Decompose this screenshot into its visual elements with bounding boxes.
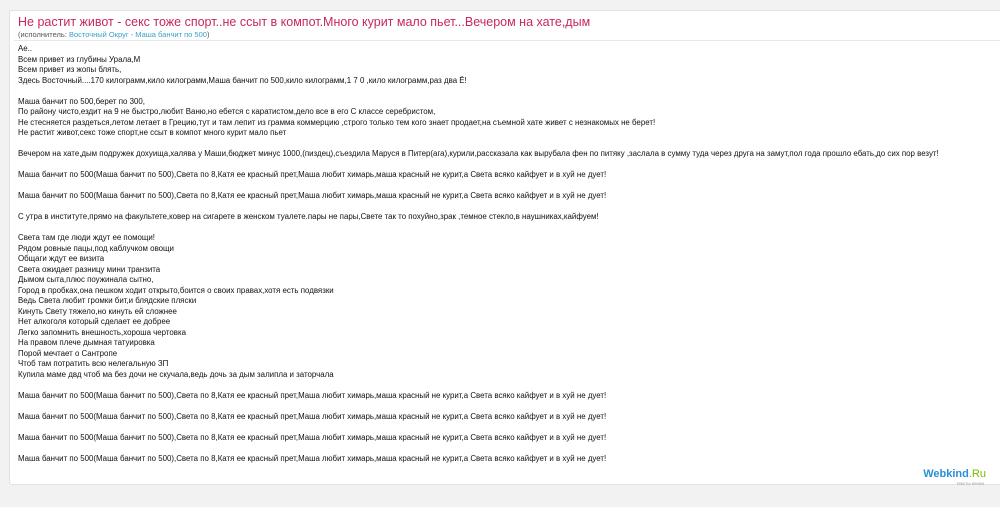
lyrics-text — [18, 44, 1000, 464]
lyrics-line: По району чисто,ездит на 9 не быстро,любит Ваню,но ебется с каратистом,дело все в его С классе серебристом, — [18, 107, 436, 116]
lyrics-line: Порой мечтает о Сантропе — [18, 348, 118, 358]
logo-main: Webkind — [923, 468, 969, 480]
lyrics-blank-line — [18, 380, 1000, 391]
lyrics-line: Рядом ровные пацы,под каблучком овощи — [18, 243, 174, 253]
lyrics-blank-line — [18, 443, 1000, 454]
song-title: Не растит живот - секс тоже спорт..не ссыт в компот.Много курит мало пьет...Вечером на хате,дым — [18, 15, 591, 29]
lyrics-line: Нет алкоголя который сделает ее добрее — [18, 317, 171, 326]
lyrics-line: Город в пробках,она пешком ходит открыто,боится о своих правах,хотя есть подвязки — [18, 285, 334, 295]
lyrics-line: Маша банчит по 500(Маша банчит по 500),Света по 8,Катя ее красный прет,Маша любит химарь,маша красный не курит,а Света всяко кайфует и в хуй не дует! — [18, 170, 607, 179]
lyrics-blank-line — [18, 422, 1000, 433]
lyrics-line: Маша банчит по 500(Маша банчит по 500),Света по 8,Катя ее красный прет,Маша любит химарь,маша красный не курит,а Света всяко кайфует и в хуй не дует! — [18, 411, 607, 421]
lyrics-blank-line — [18, 160, 1000, 171]
lyrics-line: Общаги ждут ее визита — [18, 254, 105, 263]
lyrics-blank-line — [18, 139, 1000, 150]
lyrics-blank-line — [18, 202, 1000, 213]
byline-prefix: (исполнитель: — [18, 30, 69, 39]
lyrics-line: Вечером на хате,дым подружек дохуища,халява у Маши,бюджет минус 1000,(пиздец),съездила Маруся в Питер(ага),курили,рассказала как вырубала фен по питяку ,заслала в сумму туда через друга на замут,пол года прошло ебать,до сих пор везут! — [18, 149, 939, 158]
lyrics-blank-line — [18, 86, 1000, 97]
byline-suffix: ) — [206, 30, 210, 39]
logo-tld: .Ru — [968, 468, 986, 480]
lyrics-line: Маша банчит по 500(Маша банчит по 500),Света по 8,Катя ее красный прет,Маша любит химарь,маша красный не курит,а Света всяко кайфует и в хуй не дует! — [18, 191, 607, 200]
lyrics-line: Здесь Восточный....170 килограмм,кило килограмм,Маша банчит по 500,кило килограмм,1 7 0 ,кило килограмм,раз два Ё! — [18, 75, 467, 85]
lyrics-line: Легко запомнить внешность,хороша чертовка — [18, 327, 186, 337]
lyrics-line: Купила маме двд чтоб ма без дочи не скучала,ведь дочь за дым залипла и заторчала — [18, 369, 334, 379]
lyrics-line: Дымом сыта,плюс поужинала сытно, — [18, 275, 154, 284]
lyrics-line: На правом плече дымная татуировка — [18, 338, 155, 347]
lyrics-line: Ведь Света любит громки бит,и блядские пляски — [18, 296, 197, 305]
lyrics-line: Маша банчит по 500(Маша банчит по 500),Света по 8,Катя ее красный прет,Маша любит химарь,маша красный не курит,а Света всяко кайфует и в хуй не дует! — [18, 390, 607, 400]
lyrics-blank-line — [18, 223, 1000, 234]
lyrics-line: Не растит живот,секс тоже спорт,не ссыт в компот много курит мало пьет — [18, 128, 287, 137]
lyrics-line: С утра в институте,прямо на факультете,ковер на сигарете в женском туалете.пары не пары,Свете так то похуйно,зрак ,темное стекло,в наушниках,кайфуем! — [18, 212, 599, 221]
lyrics-line: Маша банчит по 500(Маша банчит по 500),Света по 8,Катя ее красный прет,Маша любит химарь,маша красный не курит,а Света всяко кайфует и в хуй не дует! — [18, 432, 607, 442]
lyrics-line: Не стесняется раздеться,летом летает в Грецию,тут и там лепит из грамма коммерцию ,строго только тем кого знает продает,на съемной хате живет с незнакомых не берет! — [18, 117, 656, 127]
artist-link[interactable]: Восточный Округ - Маша банчит по 500 — [68, 30, 207, 39]
divider — [14, 40, 1000, 41]
lyrics-line: Света там где люди ждут ее помощи! — [18, 233, 155, 242]
site-logo[interactable] — [923, 468, 986, 480]
lyrics-line: Маша банчит по 500,берет по 300, — [18, 96, 145, 106]
lyrics-line: Кинуть Свету тяжело,но кинуть ей сложнее — [18, 306, 177, 316]
lyrics-line: Маша банчит по 500(Маша банчит по 500),Света по 8,Катя ее красный прет,Маша любит химарь,маша красный не курит,а Света всяко кайфует и в хуй не дует! — [18, 453, 607, 463]
artist-byline — [18, 30, 209, 39]
lyrics-line: Всем привет из глубины Урала,М — [18, 54, 141, 64]
lyrics-line: Света ожидает разницу мини транзита — [18, 264, 161, 274]
lyrics-blank-line — [18, 181, 1000, 192]
lyrics-line: Чтоб там потратить всю нелегальную ЗП — [18, 359, 169, 368]
lyrics-line: Всем привет из жопы блять, — [18, 65, 122, 74]
lyrics-line: Ае.. — [18, 44, 33, 53]
logo-tagline: тексты песен — [956, 481, 984, 486]
lyrics-blank-line — [18, 401, 1000, 412]
